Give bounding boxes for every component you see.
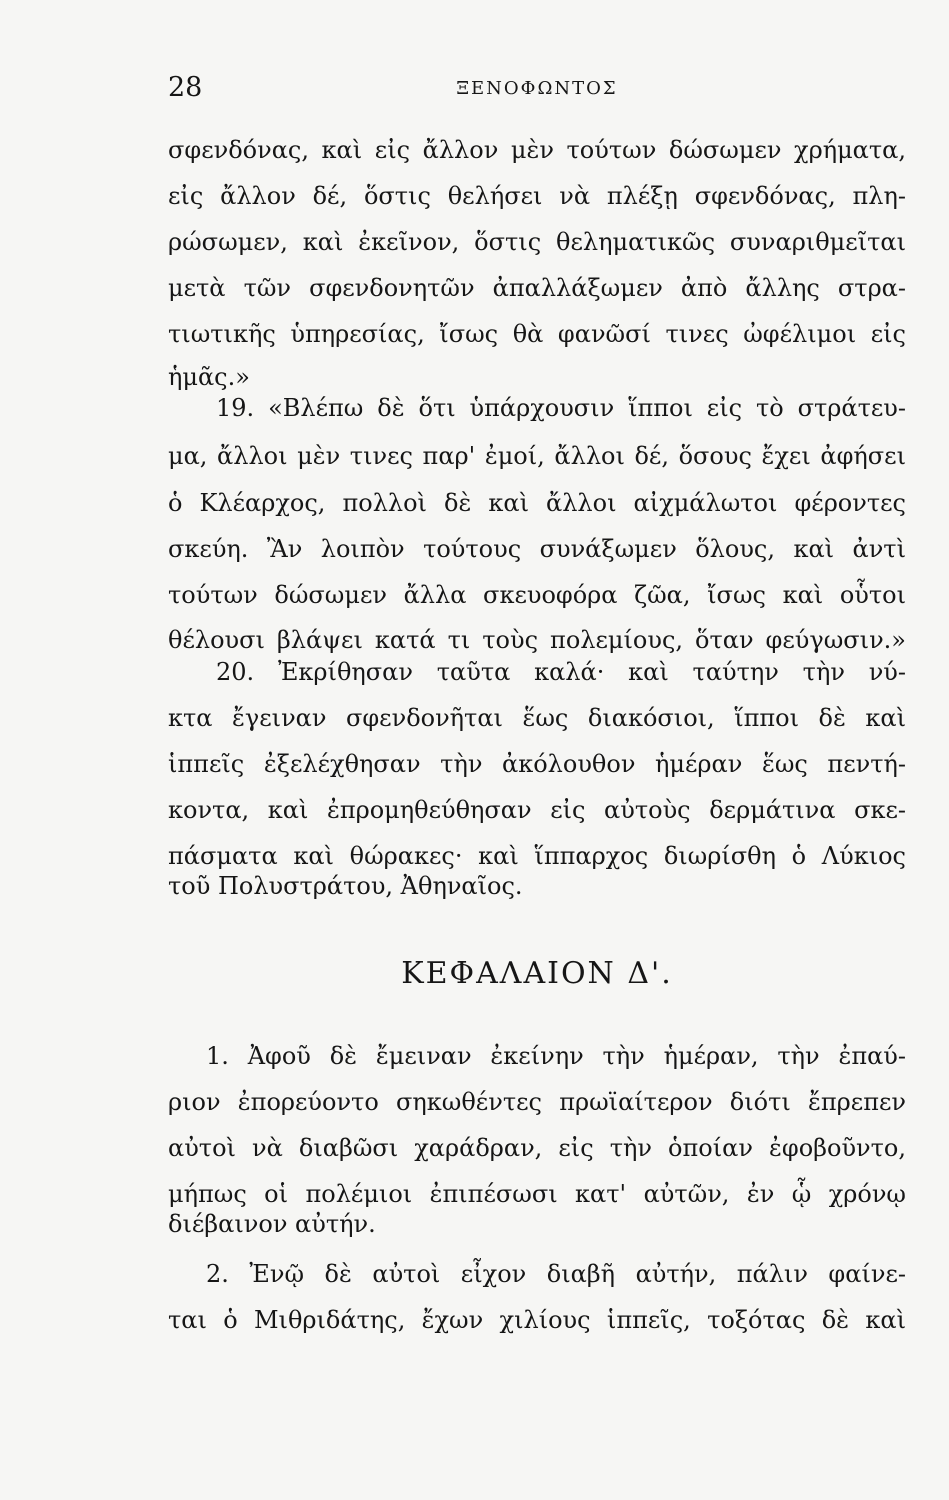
text-line: κτα ἔγειναν σφενδονῆται ἕως διακόσιοι, ἵπποι δὲ καὶ [168,704,906,732]
paragraph-2-start: 2. Ἐνῷ δὲ αὐτοὶ εἶχον διαβῆ αὐτήν, πάλιν φαίνε- [206,1260,906,1288]
text-line: ριον ἐπορεύοντο σηκωθέντες πρωϊαίτερον διότι ἔπρεπεν [168,1088,906,1116]
text-line: ται ὁ Μιθριδάτης, ἔχων χιλίους ἱππεῖς, τοξότας δὲ καὶ [168,1306,906,1334]
text-line: αὐτοὶ νὰ διαβῶσι χαράδραν, εἰς τὴν ὁποίαν ἐφοβοῦντο, [168,1134,906,1162]
text-line: τιωτικῆς ὑπηρεσίας, ἴσως θὰ φανῶσί τινες ὠφέλιμοι εἰς [168,320,906,348]
text-line: τοῦ Πολυστράτου, Ἀθηναῖος. [168,872,523,900]
page-number: 28 [168,72,203,103]
text-line: σφενδόνας, καὶ εἰς ἄλλον μὲν τούτων δώσωμεν χρήματα, [168,136,906,164]
running-head [168,72,906,108]
text-line: κοντα, καὶ ἐπρομηθεύθησαν εἰς αὐτοὺς δερμάτινα σκε- [168,796,906,824]
text-line: διέβαινον αὐτήν. [168,1210,376,1238]
text-line: πάσματα καὶ θώρακες· καὶ ἵππαρχος διωρίσθη ὁ Λύκιος [168,842,906,870]
text-line: μα, ἄλλοι μὲν τινες παρ' ἐμοί, ἄλλοι δέ, ὅσους ἔχει ἀφήσει [168,442,906,470]
text-line: ρώσωμεν, καὶ ἐκεῖνον, ὅστις θεληματικῶς συναριθμεῖται [168,228,906,256]
chapter-heading: ΚΕΦΑΛΑΙΟΝ Δ'. [401,956,673,991]
text-line: θέλουσι βλάψει κατά τι τοὺς πολεμίους, ὅταν φεύγωσιν.» [168,626,906,654]
text-line: μήπως οἱ πολέμιοι ἐπιπέσωσι κατ' αὐτῶν, ἐν ᾧ χρόνῳ [168,1180,906,1208]
text-line: εἰς ἄλλον δέ, ὅστις θελήσει νὰ πλέξῃ σφενδόνας, πλη- [168,182,906,210]
text-line: ὁ Κλέαρχος, πολλοὶ δὲ καὶ ἄλλοι αἰχμάλωτοι φέροντες [168,489,906,517]
text-line: μετὰ τῶν σφενδονητῶν ἀπαλλάξωμεν ἀπὸ ἄλλης στρα- [168,274,906,302]
paragraph-20-start: 20. Ἐκρίθησαν ταῦτα καλά· καὶ ταύτην τὴν νύ- [216,658,906,686]
text-line: ἡμᾶς.» [168,363,250,391]
running-title: ΞΕΝΟΦΩΝΤΟΣ [456,78,618,99]
paragraph-1-start: 1. Ἀφοῦ δὲ ἔμειναν ἐκείνην τὴν ἡμέραν, τὴν ἐπαύ- [206,1042,906,1070]
paragraph-19-start: 19. «Βλέπω δὲ ὅτι ὑπάρχουσιν ἵπποι εἰς τὸ στράτευ- [216,394,906,422]
text-line: ἱππεῖς ἐξελέχθησαν τὴν ἀκόλουθον ἡμέραν ἕως πεντή- [168,750,906,778]
text-line: τούτων δώσωμεν ἄλλα σκευοφόρα ζῶα, ἴσως καὶ οὗτοι [168,581,906,609]
text-line: σκεύη. Ἂν λοιπὸν τούτους συνάξωμεν ὅλους, καὶ ἀντὶ [168,535,906,563]
